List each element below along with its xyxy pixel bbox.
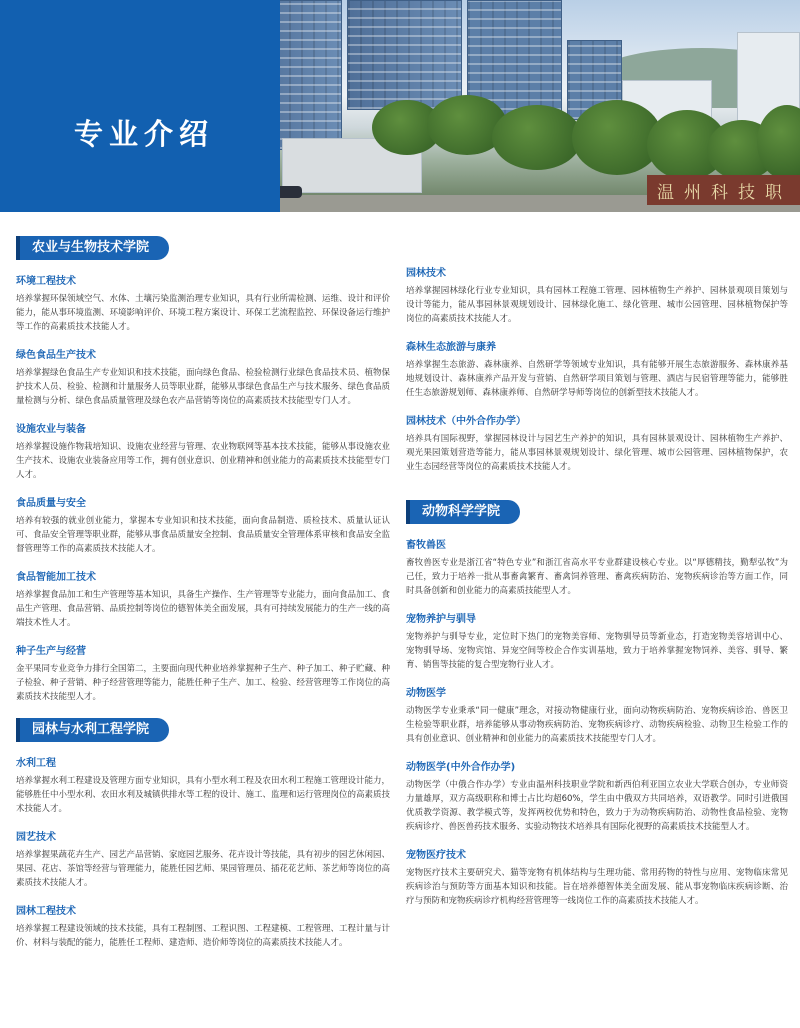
major-desc: 培养掌握设施作物栽培知识、设施农业经营与管理、农业物联网等基本技术技能，能够从事设施农业生产技术、设施农业装备应用等工作，拥有创业意识、创业精神和创业能力的高素质技术技能型专门人才。 [16,442,391,480]
major-item [16,830,390,890]
major-desc: 培养有较强的就业创业能力，掌握本专业知识和技术技能，面向食品制造、质检技术、质量认证认可、食品安全管理等职业群，能够从事食品质量安全控制、食品质量安全管理体系审核和食品安全监督管理等工作的高素质技术技能人才。 [16,516,391,554]
major-desc: 宠物养护与驯导专业，定位时下热门的宠物美容师、宠物驯导员等新业态，打造宠物美容培训中心、宠物驯导场、宠物宾馆、异宠空间等校企合作实训基地，致力于培养掌握宠物饲养、美容、驯导、繁育、销售等技能的复合型宠物行业人才。 [406,632,788,670]
major-item [16,644,390,704]
major-desc: 培养掌握工程建设领域的技术技能，具有工程制图、工程识图、工程建模、工程管理、工程计量与计价、材料与装配的能力，能胜任工程师、建造师、造价师等岗位的高素质技术技能人才。 [16,924,391,948]
major-desc: 宠物医疗技术主要研究犬、猫等宠物有机体结构与生理功能、常用药物的特性与应用、宠物临床常见疾病诊治与预防等方面基本知识和技能。旨在培养德智体美全面发展、能从事宠物临床疾病诊断、治疗与预防和宠物疾病诊疗机构经营管理等一线岗位工作的高素质技术技能人才。 [406,868,788,906]
page-title: 专业介绍 [74,117,215,151]
major-item [406,340,788,400]
title-panel [0,0,280,212]
major-item [406,414,788,474]
major-title: 动物医学(中外合作办学) [406,762,516,773]
college-name: 动物科学学院 [406,500,520,524]
major-desc: 培养掌握食品加工和生产管理等基本知识，具备生产操作、生产管理等专业能力，面向食品加工、食品生产管理、食品营销、品质控制等岗位的德智体美全面发展，具有可持续发展能力的生产一线的高端技术性人才。 [16,590,391,628]
major-title: 园艺技术 [16,832,56,843]
major-desc: 培养掌握果蔬花卉生产、园艺产品营销、家庭园艺服务、花卉设计等技能，具有初步的园艺休闲园、果园、花店、茶馆等经营与管理能力，能胜任园艺师、果园管理员、插花花艺师、茶艺师等岗位的高素质技术技能人才。 [16,850,391,888]
college-heading [16,236,390,260]
major-desc: 培养掌握水利工程建设及管理方面专业知识，具有小型水利工程及农田水利工程施工管理设计能力，能够胜任中小型水利、农田水利及城镇供排水等工程的设计、施工、监理和运行管理岗位的高素质技术技能人才。 [16,776,391,814]
left-column [16,236,390,964]
major-item [16,570,390,630]
major-item [406,538,788,598]
major-desc: 动物医学（中俄合作办学）专业由温州科技职业学院和新西伯利亚国立农业大学联合创办，专业师资力量雄厚，双方高级职称和博士占比均超60%，学生由中俄双方共同培养，双语教学。同时引进俄国优质教学资源、教学模式等，发挥两校优势和特色，致力于为动物疾病防治、动物性食品检验、宠物疾病诊疗、兽医兽药技术服务、实验动物技术培养具有国际化视野的高素质技术技能型人才。 [406,780,788,832]
college-section-garden [16,718,390,950]
major-item [406,612,788,672]
campus-photo [252,0,800,212]
major-desc: 培养掌握环保领域空气、水体、土壤污染监测治理专业知识，具有行业所需检测、运维、设计和评价能力，能从事环境监测、环境影响评价、环境工程方案设计、环保工艺流程监控、环保设备运行维护等工作的高素质技术技能人才。 [16,294,391,332]
major-title: 园林工程技术 [16,906,76,917]
major-title: 绿色食品生产技术 [16,350,96,361]
major-desc: 畜牧兽医专业是浙江省“特色专业”和浙江省高水平专业群建设核心专业。以“厚德精技，勤犁弘牧”为己任，致力于培养一批从事畜禽繁育、畜禽饲养管理、畜禽疾病防治、宠物疾病诊治等方面工作，同时具备创新和创业能力的高素质技能型人才。 [406,558,788,596]
major-title: 宠物医疗技术 [406,850,466,861]
major-title: 设施农业与装备 [16,424,86,435]
major-desc: 动物医学专业秉承“同一健康”理念，对接动物健康行业，面向动物疾病防治、宠物疾病诊治、兽医卫生检验等职业群，培养能够从事动物疾病防治、宠物疾病诊疗、动物疾病检验、动物卫生检验工作的具有创业意识、创业精神和创业能力的高素质技术技能型专门人才。 [406,706,788,744]
college-heading [406,500,788,524]
major-item [16,422,390,482]
major-desc: 培养掌握园林绿化行业专业知识，具有园林工程施工管理、园林植物生产养护、园林景观项目策划与设计等能力，能从事园林景观规划设计、园林绿化施工、绿化管理、城市公园管理、园林植物保护等岗位的高素质技术技能人才。 [406,286,788,324]
major-title: 水利工程 [16,758,56,769]
major-title: 宠物养护与驯导 [406,614,476,625]
college-section-animal [406,500,788,908]
major-desc: 培养掌握绿色食品生产专业知识和技术技能，面向绿色食品、检验检测行业绿色食品技术员、植物保护技术人员、检验、检测和计量服务人员等职业群，能够从事绿色食品生产与技术服务、绿色食品质量检测与分析、绿色食品质量管理及绿色农产品营销等岗位的高素质技术技能型专门人才。 [16,368,391,406]
header-banner [0,0,800,212]
college-name-wall: 温州科技职 [647,175,800,205]
major-title: 园林技术（中外合作办学） [406,416,526,427]
college-heading [16,718,390,742]
major-desc: 培养具有国际视野，掌握园林设计与园艺生产养护的知识，具有园林景观设计、园林植物生产养护、观光果园策划营造等能力，能从事园林景观规划设计、绿化管理、城市公园管理、园林植物保护，农业生态园经营等岗位的高素质技术技能人才。 [406,434,788,472]
major-item [16,756,390,816]
major-item [406,760,788,834]
major-item [406,266,788,326]
major-item [16,348,390,408]
right-column [406,236,788,922]
major-item [16,496,390,556]
major-title: 食品智能加工技术 [16,572,96,583]
major-title: 园林技术 [406,268,446,279]
major-item [16,274,390,334]
college-section-agri [16,236,390,704]
major-item [406,686,788,746]
major-desc: 金平果同专业竞争力排行全国第二，主要面向现代种业培养掌握种子生产、种子加工、种子贮藏、种子检验、种子营销、种子经营管理等能力，能胜任种子生产、加工、检验、经营管理等工作岗位的高素质技术技能型人才。 [16,664,391,702]
college-section-garden-cont [406,236,788,474]
major-desc: 培养掌握生态旅游、森林康养、自然研学等领域专业知识，具有能够开展生态旅游服务、森林康养基地规划设计、森林康养产品开发与营销、自然研学项目策划与管理、酒店与民宿管理等能力，能够胜任生态旅游规划师、森林康养师、自然研学导师等岗位的创新型技术技能人才。 [406,360,788,398]
major-item [406,848,788,908]
major-title: 畜牧兽医 [406,540,446,551]
major-title: 动物医学 [406,688,446,699]
college-name: 农业与生物技术学院 [16,236,169,260]
college-name: 园林与水利工程学院 [16,718,169,742]
major-title: 森林生态旅游与康养 [406,342,496,353]
major-title: 食品质量与安全 [16,498,86,509]
major-title: 种子生产与经营 [16,646,86,657]
major-title: 环境工程技术 [16,276,76,287]
major-item [16,904,390,950]
